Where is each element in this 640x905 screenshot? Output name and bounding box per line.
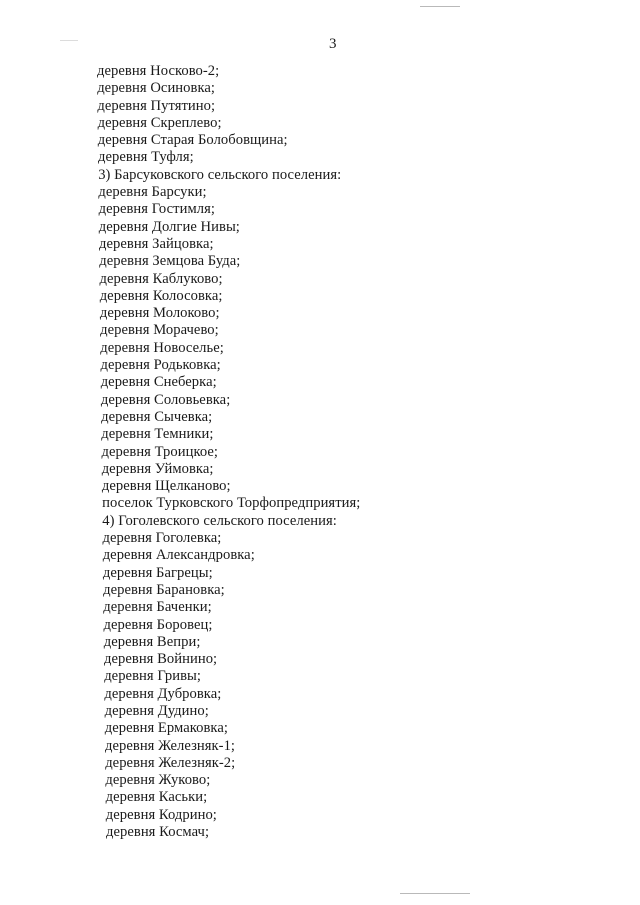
list-item: деревня Дубровка; (104, 685, 222, 702)
list-item: деревня Барановка; (103, 581, 225, 598)
list-item: деревня Кодрино; (105, 806, 217, 823)
list-item: деревня Железняк-2; (105, 754, 236, 771)
list-item: деревня Троицкое; (101, 443, 219, 460)
list-item: деревня Новоселье; (100, 339, 224, 356)
list-item: деревня Соловьевка; (100, 391, 231, 408)
list-item: деревня Носково-2; (97, 63, 220, 79)
list-item: деревня Уймовка; (101, 460, 214, 477)
scan-artifact (420, 6, 460, 7)
list-item: деревня Щелканово; (101, 478, 231, 495)
list-item: деревня Скреплево; (97, 114, 222, 131)
list-item: деревня Темники; (101, 426, 214, 443)
list-item: деревня Багрецы; (102, 564, 213, 581)
list-item: деревня Каськи; (105, 789, 208, 806)
scan-artifact (400, 893, 470, 894)
list-item: деревня Путятино; (97, 97, 216, 114)
list-item: деревня Баченки; (103, 599, 212, 616)
settlement-list (0, 63, 640, 841)
list-item: деревня Гостимля; (98, 201, 215, 218)
list-item: деревня Гривы; (104, 668, 202, 685)
list-item: деревня Каблуково; (99, 270, 223, 287)
list-item: деревня Дудино; (104, 702, 209, 719)
list-item: деревня Александровка; (102, 547, 255, 564)
list-item: деревня Вепри; (103, 633, 201, 650)
list-item: поселок Турковского Торфопредприятия; (102, 495, 361, 512)
list-item: деревня Туфля; (98, 149, 194, 166)
list-item: деревня Гоголевка; (102, 530, 222, 547)
list-item: деревня Старая Болобовщина; (97, 132, 288, 149)
list-item: 3) Барсуковского сельского поселения: (98, 166, 342, 183)
list-item: деревня Молоково; (99, 305, 220, 322)
list-item: деревня Космач; (106, 824, 210, 841)
list-item: деревня Барсуки; (98, 184, 207, 201)
list-item: деревня Осиновка; (97, 80, 216, 97)
page-number: 3 (329, 36, 337, 52)
list-item: деревня Боровец; (103, 616, 213, 633)
list-item: деревня Снеберка; (100, 374, 217, 391)
list-item: деревня Долгие Нивы; (98, 218, 240, 235)
list-item: 4) Гоголевского сельского поселения: (102, 512, 337, 529)
list-item: деревня Зайцовка; (99, 235, 214, 252)
list-item: деревня Железняк-1; (105, 737, 236, 754)
scan-artifact (60, 40, 78, 41)
list-item: деревня Родьковка; (100, 357, 221, 374)
list-item: деревня Войнино; (104, 651, 218, 668)
list-item: деревня Колосовка; (99, 287, 223, 304)
list-item: деревня Сычевка; (101, 408, 213, 425)
list-item: деревня Жуково; (105, 772, 211, 789)
list-item: деревня Ермаковка; (104, 720, 228, 737)
list-item: деревня Земцова Буда; (99, 253, 241, 270)
list-item: деревня Морачево; (100, 322, 219, 339)
